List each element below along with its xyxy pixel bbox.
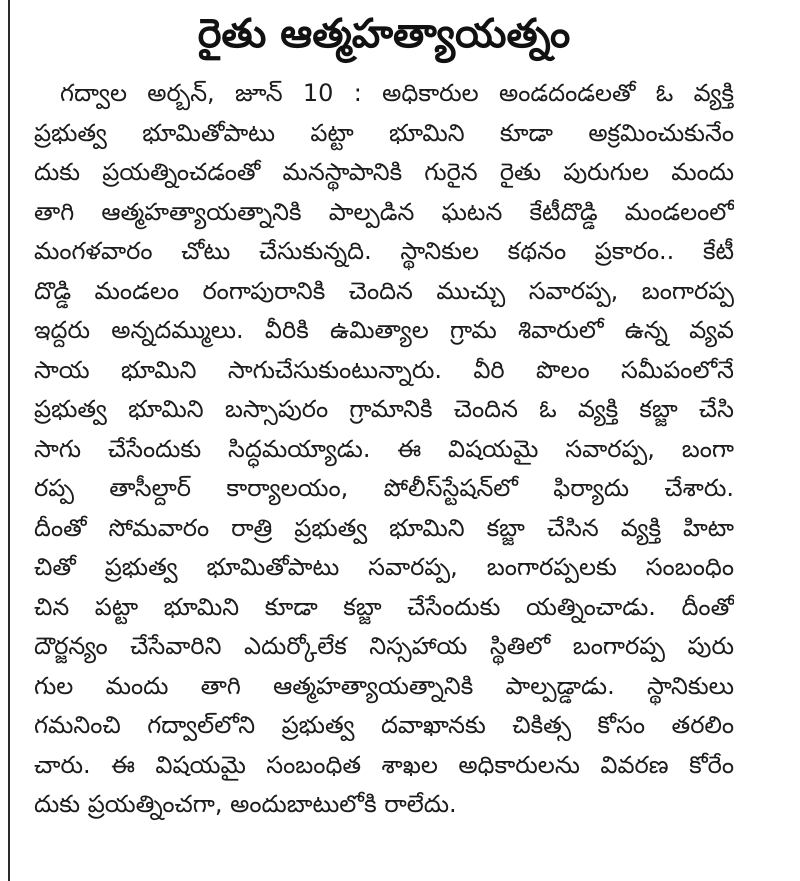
article-body-line: గమనించి గద్వాల్‌లోని ప్రభుత్వ దవాఖానకు చికిత్స కోసం తరలిం [34,711,734,739]
article-body-line: తాగి ఆత్మహత్యాయత్నానికి పాల్పడిన ఘటన కేటీదొడ్డి మండలంలో [34,197,734,226]
article-body-line: దౌర్జన్యం చేసేవారిని ఎదుర్కోలేక నిస్సహాయ స్థితిలో బంగారప్ప పురు [34,632,734,660]
column-rule [8,0,10,881]
article-body-line: దొడ్డి మండలం రంగాపురానికి చెందిన ముచ్చు సవారప్ప, బంగారప్ప [34,276,734,305]
article-body-line: రప్ప తాసీల్దార్ కార్యాలయం, పోలీస్‌స్టేషన్‌లో ఫిర్యాదు చేశారు. [34,474,734,502]
article-body-line: గద్వాల అర్బన్, జూన్ 10 : అధికారుల అండదండలతో ఓ వ్యక్తి [60,79,734,107]
article-body-line: చారు. ఈ విషయమై సంబంధిత శాఖల అధికారులను వివరణ కోరేం [34,750,734,779]
article-body-line: చిన పట్టా భూమిని కూడా కబ్జా చేసేందుకు యత్నించాడు. దీంతో [34,592,734,621]
article-body-line: మంగళవారం చోటు చేసుకున్నది. స్థానికుల కథనం ప్రకారం.. కేటీ [34,237,734,265]
article-headline: రైతు ఆత్మహత్యాయత్నం [197,11,571,57]
article-body-line: దుకు ప్రయత్నించడంతో మనస్థాపానికి గురైన రైతు పురుగుల మందు [34,158,734,186]
article-body-line: సాగు చేసేందుకు సిద్ధమయ్యాడు. ఈ విషయమై సవారప్ప, బంగా [34,434,734,463]
article-body-line: ప్రభుత్వ భూమిని బస్సాపురం గ్రామానికి చెందిన ఓ వ్యక్తి కబ్జా చేసి [34,395,734,423]
article-body-line: గుల మందు తాగి ఆత్మహత్యాయత్నానికి పాల్పడ్డాడు. స్థానికులు [34,671,734,700]
article-body-line: చితో ప్రభుత్వ భూమితోపాటు సవారప్ప, బంగారప్పలకు సంబంధిం [34,553,734,581]
news-article [34,0,734,825]
article-body-line: ప్రభుత్వ భూమితోపాటు పట్టా భూమిని కూడా అక్రమించుకునేం [34,118,734,147]
article-body [34,74,734,825]
article-body-line: దీంతో సోమవారం రాత్రి ప్రభుత్వ భూమిని కబ్జా చేసిన వ్యక్తి హిటా [34,513,734,542]
article-body-line: ఇద్దరు అన్నదమ్ములు. వీరికి ఉమిత్యాల గ్రామ శివారులో ఉన్న వ్యవ [34,316,734,344]
article-body-line: దుకు ప్రయత్నించగా, అందుబాటులోకి రాలేదు. [34,790,457,818]
article-body-line: సాయ భూమిని సాగుచేసుకుంటున్నారు. వీరి పొలం సమీపంలోనే [34,355,734,384]
